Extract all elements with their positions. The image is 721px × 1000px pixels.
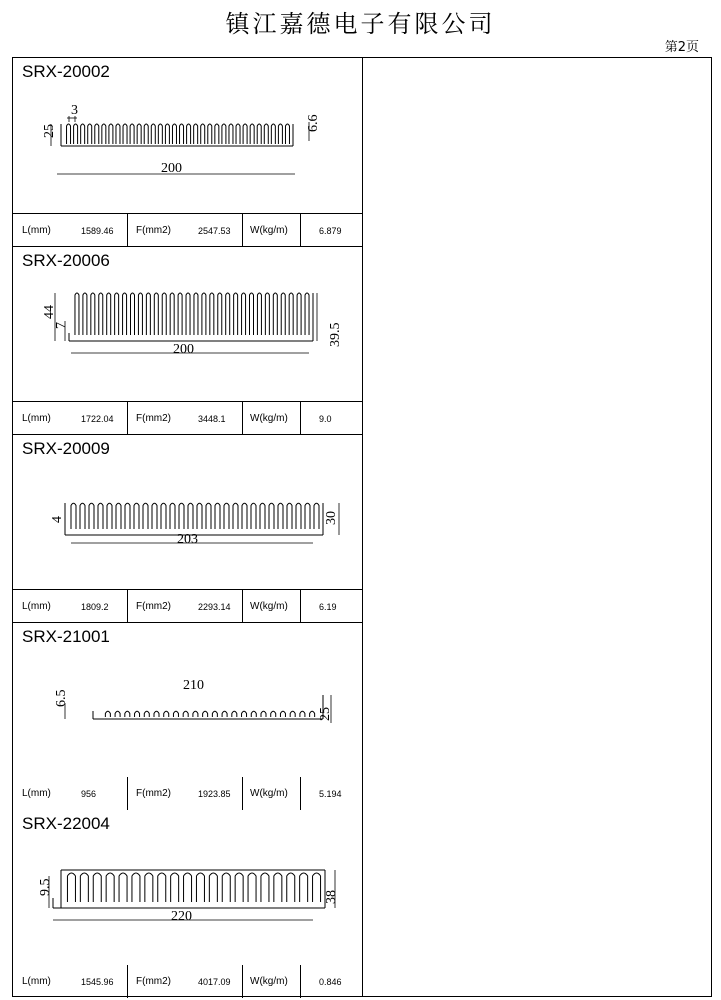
fin-outline [67,124,71,144]
dim-label: 9.5 [38,878,53,896]
fin-outline [242,293,246,335]
area-value: 1923.85 [198,788,231,799]
dim-label: 25 [318,707,333,721]
fin-outline [242,711,247,717]
fin-outline [154,293,158,335]
fin-outline [146,293,150,335]
fin-outline [151,124,155,144]
profile-drawing [13,651,362,775]
fin-outline [144,711,149,717]
fin-outline [162,293,166,335]
fin-outline [236,124,240,144]
weight-label: W(kg/m) [250,413,288,424]
dim-label: 3 [71,103,78,118]
weight-label: W(kg/m) [250,601,288,612]
fin-outline [89,503,94,529]
fin-outline [296,503,301,529]
fin-outline [271,124,275,144]
fin-outline [226,293,230,335]
fin-outline [280,711,285,717]
fin-outline [278,503,283,529]
property-row [13,589,362,622]
fin-outline [81,124,85,144]
fin-outline [123,124,127,144]
profile-block [13,622,362,810]
fin-outline [137,124,141,144]
dim-label: 44 [42,305,57,319]
fin-outline [261,711,266,717]
fin-outline [257,124,261,144]
dim-label: 210 [183,678,204,693]
length-label: L(mm) [22,225,51,236]
profile-block [13,810,362,998]
weight-value: 6.19 [319,601,337,612]
dim-label: 200 [173,342,194,357]
fin-outline [209,873,217,902]
length-label: L(mm) [22,601,51,612]
fin-outline [123,293,127,335]
model-number: SRX-22004 [22,814,110,833]
fin-outline [222,124,226,144]
area-value: 3448.1 [198,413,226,424]
page-number: 第2页 [664,40,699,55]
fin-outline [131,293,135,335]
property-row [13,777,362,810]
fin-outline [144,124,148,144]
fin-outline [80,873,88,902]
fin-outline [145,873,153,902]
dim-label: 30 [324,511,339,525]
catalog-sheet [12,57,712,997]
length-value: 1809.2 [81,601,109,612]
fin-outline [125,711,130,717]
fin-outline [88,124,92,144]
fin-outline [287,873,295,902]
fin-outline [265,293,269,335]
fin-outline [218,293,222,335]
weight-value: 5.194 [319,788,342,799]
fin-outline [224,503,229,529]
fin-outline [179,503,184,529]
fin-outline [109,124,113,144]
length-label: L(mm) [22,413,51,424]
fin-outline [186,293,190,335]
fin-outline [158,873,166,902]
fin-outline [289,293,293,335]
fin-outline [229,124,233,144]
fin-outline [188,503,193,529]
fin-outline [71,503,76,529]
dim-label: 39.5 [328,322,343,347]
fin-outline [106,873,114,902]
profile-block [13,434,362,622]
fin-outline [165,124,169,144]
fin-outline [278,124,282,144]
fin-outline [202,293,206,335]
fin-outline [300,711,305,717]
fin-outline [215,503,220,529]
weight-label: W(kg/m) [250,788,288,799]
fin-outline [305,503,310,529]
fin-outline [194,124,198,144]
property-row [13,401,362,434]
model-number: SRX-20006 [22,251,110,270]
fin-outline [196,873,204,902]
length-value: 956 [81,788,97,799]
dim-label: 203 [177,532,198,547]
fin-outline [180,124,184,144]
fin-outline [95,124,99,144]
area-label: F(mm2) [136,788,171,799]
fin-outline [102,124,106,144]
area-label: F(mm2) [136,601,171,612]
profile-drawing [13,86,362,210]
area-value: 2547.53 [198,225,231,236]
fin-outline [210,293,214,335]
area-label: F(mm2) [136,225,171,236]
area-label: F(mm2) [136,413,171,424]
fin-outline [187,124,191,144]
company-title: 镇江嘉德电子有限公司 [225,10,496,38]
length-value: 1545.96 [81,976,114,987]
fin-outline [313,873,321,902]
fin-outline [75,293,79,335]
length-label: L(mm) [22,788,51,799]
profile-drawing [13,275,362,399]
weight-value: 0.846 [319,976,342,987]
fin-outline [242,503,247,529]
fin-outline [193,711,198,717]
fin-outline [201,124,205,144]
profile-block [13,58,362,246]
fin-outline [300,873,308,902]
fin-outline [305,293,309,335]
profile-drawing [13,838,362,962]
fin-outline [273,293,277,335]
fin-outline [125,503,130,529]
weight-label: W(kg/m) [250,225,288,236]
fin-outline [170,503,175,529]
dim-label: 6.6 [306,114,321,132]
fin-outline [271,711,276,717]
fin-outline [183,711,188,717]
fin-outline [281,293,285,335]
weight-label: W(kg/m) [250,976,288,987]
length-value: 1589.46 [81,225,114,236]
fin-outline [154,711,159,717]
fin-outline [257,293,261,335]
fin-outline [130,124,134,144]
area-value: 4017.09 [198,976,231,987]
fin-outline [93,873,101,902]
fin-outline [233,503,238,529]
fin-outline [98,503,103,529]
property-row [13,213,362,246]
fin-outline [158,124,162,144]
fin-outline [250,124,254,144]
fin-outline [310,711,315,717]
dim-label: 6.5 [54,689,69,707]
fin-outline [116,124,120,144]
fin-outline [171,873,179,902]
fin-outline [248,873,256,902]
fin-outline [173,711,178,717]
fin-outline [215,124,219,144]
fin-outline [261,873,269,902]
fin-outline [232,711,237,717]
fin-outline [107,503,112,529]
dim-label: 220 [171,909,192,924]
fin-outline [116,503,121,529]
fin-outline [74,124,78,144]
model-number: SRX-20002 [22,62,110,81]
fin-outline [161,503,166,529]
fin-outline [83,293,87,335]
fin-outline [138,293,142,335]
fin-outline [290,711,295,717]
fin-outline [132,873,140,902]
fin-outline [152,503,157,529]
fin-outline [251,503,256,529]
area-label: F(mm2) [136,976,171,987]
dim-label: 4 [50,516,65,523]
fin-outline [80,503,85,529]
length-value: 1722.04 [81,413,114,424]
profile-block [13,246,362,434]
fin-outline [135,711,140,717]
fin-outline [297,293,301,335]
dim-label: 25 [42,124,57,138]
fin-outline [260,503,265,529]
fin-outline [243,124,247,144]
fin-outline [285,124,289,144]
dim-label: 200 [161,161,182,176]
fin-outline [99,293,103,335]
fin-outline [178,293,182,335]
fin-outline [250,293,254,335]
fin-outline [115,711,120,717]
profile-drawing [13,463,362,587]
model-number: SRX-21001 [22,627,110,646]
fin-outline [172,124,176,144]
fin-outline [222,873,230,902]
property-row [13,965,362,998]
fin-outline [184,873,192,902]
fin-outline [264,124,268,144]
weight-value: 6.879 [319,225,342,236]
fin-outline [91,293,95,335]
fin-outline [115,293,119,335]
fin-outline [134,503,139,529]
fin-outline [67,873,75,902]
fin-outline [170,293,174,335]
fin-outline [206,503,211,529]
dim-label: 7 [54,322,69,329]
fin-outline [212,711,217,717]
fin-outline [314,503,319,529]
column-divider [362,58,363,996]
fin-outline [234,293,238,335]
weight-value: 9.0 [319,413,332,424]
fin-outline [119,873,127,902]
fin-outline [251,711,256,717]
length-label: L(mm) [22,976,51,987]
fin-outline [143,503,148,529]
fin-outline [269,503,274,529]
fin-outline [197,503,202,529]
fin-outline [203,711,208,717]
fin-outline [164,711,169,717]
area-value: 2293.14 [198,601,231,612]
dim-label: 38 [324,890,339,904]
model-number: SRX-20009 [22,439,110,458]
fin-outline [235,873,243,902]
fin-outline [107,293,111,335]
fin-outline [222,711,227,717]
fin-outline [194,293,198,335]
fin-outline [105,711,110,717]
fin-outline [287,503,292,529]
fin-outline [274,873,282,902]
fin-outline [208,124,212,144]
